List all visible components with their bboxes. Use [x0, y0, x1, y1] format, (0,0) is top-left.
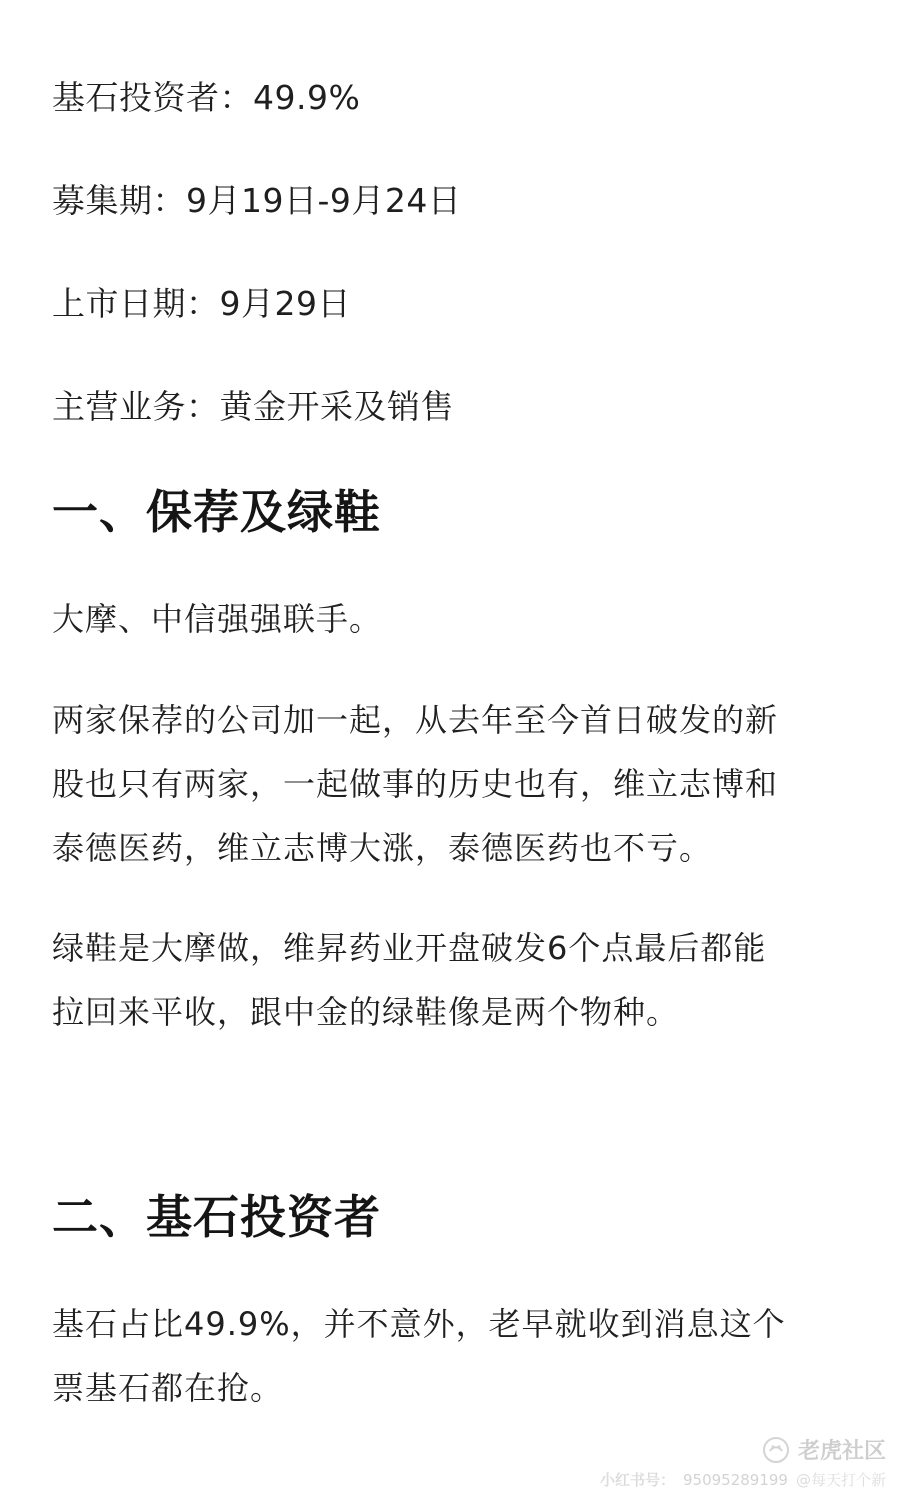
section2-paragraph-1-line-2: 票基石都在抢。 — [52, 1369, 284, 1407]
tiger-community-logo-icon — [762, 1436, 790, 1464]
section1-paragraph-2-line-3: 泰德医药，维立志博大涨，泰德医药也不亏。 — [52, 829, 713, 867]
section1-paragraph-3-line-1: 绿鞋是大摩做，维昇药业开盘破发6个点最后都能 — [52, 929, 767, 967]
watermark-meta-row — [600, 1469, 886, 1490]
watermark-brand-row — [762, 1434, 886, 1465]
watermark-xhs-label: 小红书号： — [599, 1471, 675, 1489]
section-title-cornerstone-investors: 二、基石投资者 — [52, 1190, 381, 1244]
fact-main-business: 主营业务：黄金开采及销售 — [52, 387, 454, 426]
fact-subscription-period: 募集期：9月19日-9月24日 — [52, 181, 462, 220]
fact-cornerstone: 基石投资者：49.9% — [52, 78, 361, 117]
fact-listing-date: 上市日期：9月29日 — [52, 284, 351, 323]
watermark-xhs-id: 95095289199 — [683, 1470, 788, 1489]
section2-paragraph-1-line-1: 基石占比49.9%，并不意外，老早就收到消息这个 — [52, 1305, 786, 1343]
section-title-sponsor-greenshoe: 一、保荐及绿鞋 — [52, 485, 381, 539]
watermark-author: @每天打个新 — [795, 1471, 886, 1489]
section1-paragraph-2-line-1: 两家保荐的公司加一起，从去年至今首日破发的新 — [52, 701, 779, 739]
section1-paragraph-3-line-2: 拉回来平收，跟中金的绿鞋像是两个物种。 — [52, 993, 680, 1031]
section1-paragraph-2-line-2: 股也只有两家，一起做事的历史也有，维立志博和 — [52, 765, 779, 803]
section1-paragraph-1: 大摩、中信强强联手。 — [52, 600, 383, 638]
watermark-brand: 老虎社区 — [797, 1439, 886, 1464]
watermark — [599, 1434, 886, 1490]
